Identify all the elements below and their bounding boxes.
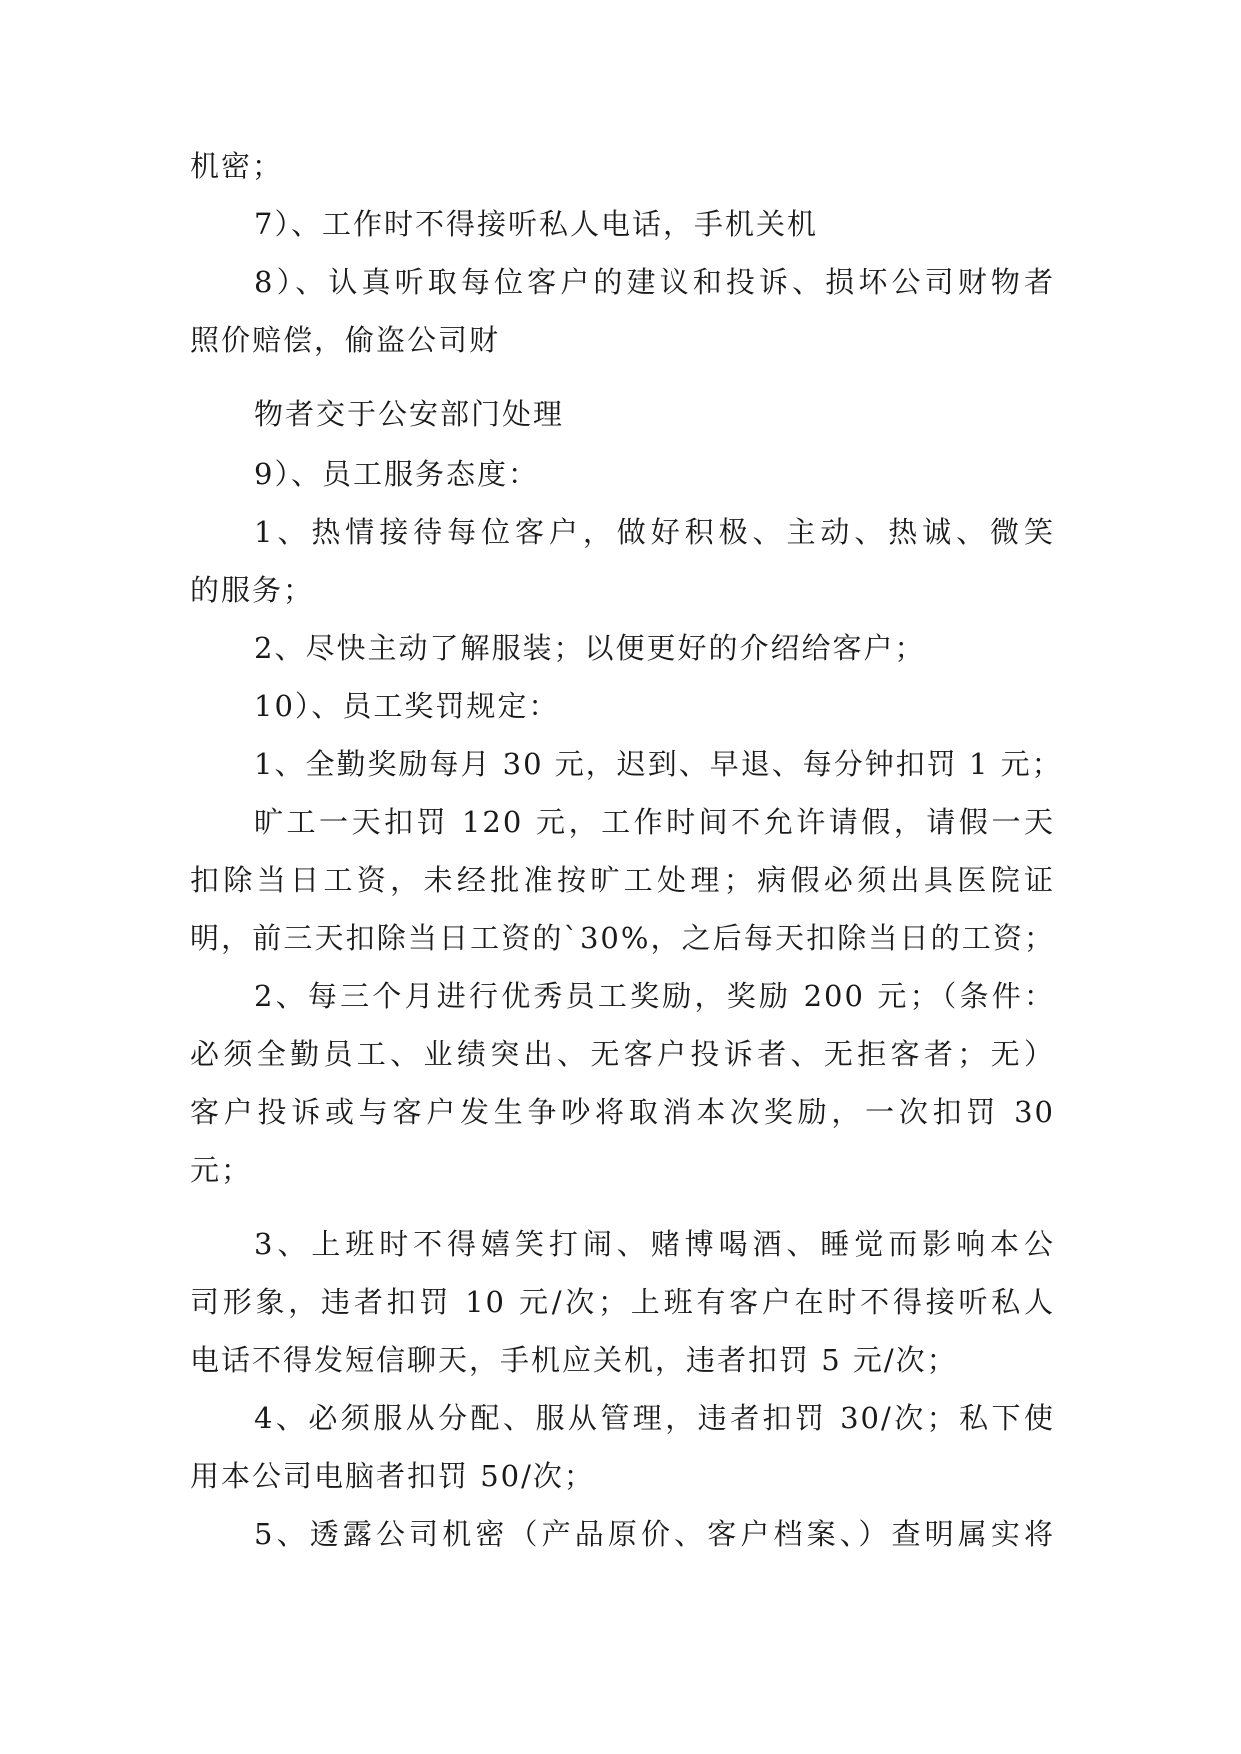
text-line: 的服务； bbox=[190, 573, 315, 607]
text-line: 3、上班时不得嬉笑打闹、赌博喝酒、睡觉而影响本公 bbox=[254, 1227, 1055, 1261]
text-line: 司形象，违者扣罚 10 元/次；上班有客户在时不得接听私人 bbox=[190, 1285, 1055, 1319]
text-line: 2、每三个月进行优秀员工奖励，奖励 200 元；（条件： bbox=[254, 979, 1055, 1013]
text-line: 9）、员工服务态度： bbox=[254, 457, 539, 491]
text-line: 7）、工作时不得接听私人电话，手机关机 bbox=[254, 207, 818, 241]
text-line: 元； bbox=[190, 1153, 253, 1187]
text-line: 扣除当日工资，未经批准按旷工处理；病假必须出具医院证 bbox=[190, 863, 1055, 897]
text-line: 照价赔偿，偷盗公司财 bbox=[190, 323, 501, 357]
text-line: 机密； bbox=[190, 149, 284, 183]
text-line: 4、必须服从分配、服从管理，违者扣罚 30/次；私下使 bbox=[254, 1401, 1055, 1435]
text-line: 旷工一天扣罚 120 元，工作时间不允许请假，请假一天 bbox=[254, 805, 1055, 839]
text-line: 物者交于公安部门处理 bbox=[254, 397, 565, 431]
text-line: 1、全勤奖励每月 30 元，迟到、早退、每分钟扣罚 1 元； bbox=[254, 747, 1063, 781]
text-line: 1、热情接待每位客户，做好积极、主动、热诚、微笑 bbox=[254, 515, 1055, 549]
text-line: 电话不得发短信聊天，手机应关机，违者扣罚 5 元/次； bbox=[190, 1343, 958, 1377]
text-line: 必须全勤员工、业绩突出、无客户投诉者、无拒客者；无） bbox=[190, 1037, 1055, 1071]
text-line: 用本公司电脑者扣罚 50/次； bbox=[190, 1459, 595, 1493]
text-line: 8）、认真听取每位客户的建议和投诉、损坏公司财物者 bbox=[254, 265, 1055, 299]
text-line: 2、尽快主动了解服装；以便更好的介绍给客户； bbox=[254, 631, 926, 665]
text-line: 客户投诉或与客户发生争吵将取消本次奖励，一次扣罚 30 bbox=[190, 1095, 1055, 1129]
text-line: 10）、员工奖罚规定： bbox=[254, 689, 560, 723]
text-line: 明，前三天扣除当日工资的`30%，之后每天扣除当日的工资； bbox=[190, 921, 1055, 955]
text-line: 5、透露公司机密（产品原价、客户档案、）查明属实将 bbox=[254, 1517, 1055, 1551]
